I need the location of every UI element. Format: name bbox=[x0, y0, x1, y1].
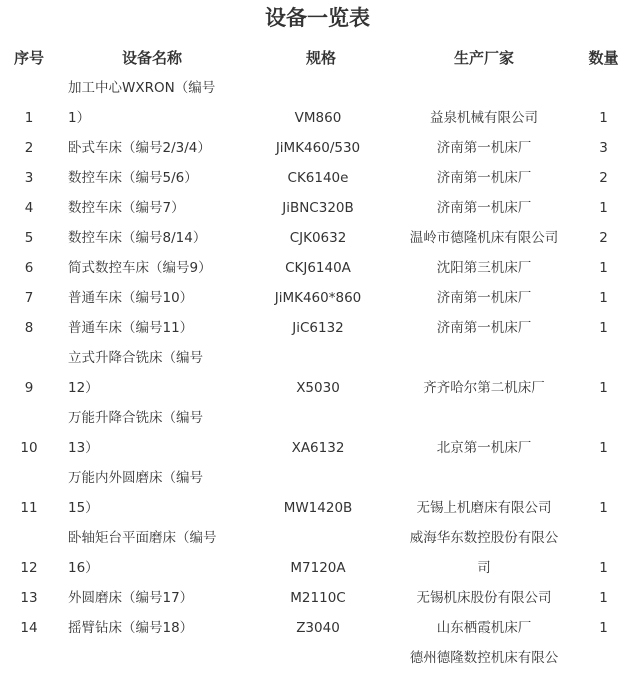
page-title: 设备一览表 bbox=[265, 6, 370, 30]
cell-name: 数控车床（编号8/14） bbox=[68, 230, 207, 246]
cell-spec: JiMK460/530 bbox=[275, 140, 361, 156]
table-row bbox=[0, 613, 635, 643]
cell-no: 4 bbox=[24, 200, 34, 216]
cell-spec bbox=[246, 403, 396, 433]
cell-qty: 1 bbox=[599, 440, 608, 456]
table-row bbox=[0, 463, 635, 493]
cell-qty: 1 bbox=[599, 560, 608, 576]
cell-no: 14 bbox=[20, 620, 38, 636]
cell-qty: 2 bbox=[599, 170, 608, 186]
cell-name: 卧轴矩台平面磨床（编号 bbox=[68, 530, 217, 546]
cell-qty: 1 bbox=[599, 320, 608, 336]
cell-no bbox=[0, 643, 58, 673]
table-row bbox=[0, 493, 635, 523]
table-row bbox=[0, 193, 635, 223]
cell-no: 11 bbox=[20, 500, 38, 516]
cell-no: 7 bbox=[24, 290, 34, 306]
cell-name: 15） bbox=[68, 500, 99, 516]
table-row bbox=[0, 373, 635, 403]
cell-manufacturer bbox=[396, 343, 572, 373]
cell-manufacturer: 齐齐哈尔第二机床厂 bbox=[423, 380, 545, 396]
table-row bbox=[0, 553, 635, 583]
header-qty: 数量 bbox=[588, 49, 619, 67]
cell-manufacturer: 济南第一机床厂 bbox=[436, 200, 532, 216]
table-row bbox=[0, 403, 635, 433]
cell-name: 1） bbox=[68, 110, 91, 126]
table-row bbox=[0, 103, 635, 133]
table-row bbox=[0, 283, 635, 313]
cell-spec: MW1420B bbox=[283, 500, 353, 516]
cell-name: 万能内外圆磨床（编号 bbox=[68, 470, 203, 486]
cell-manufacturer: 济南第一机床厂 bbox=[436, 140, 532, 156]
cell-manufacturer: 温岭市德隆机床有限公司 bbox=[409, 230, 559, 246]
header-manufacturer: 生产厂家 bbox=[453, 49, 514, 67]
cell-manufacturer: 无锡上机磨床有限公司 bbox=[416, 500, 552, 516]
cell-name: 16） bbox=[68, 560, 99, 576]
cell-manufacturer: 无锡机床股份有限公司 bbox=[416, 590, 552, 606]
table-row bbox=[0, 433, 635, 463]
cell-qty: 1 bbox=[599, 110, 608, 126]
cell-spec: XA6132 bbox=[291, 440, 345, 456]
cell-name: 立式升降合铣床（编号 bbox=[68, 350, 203, 366]
table-row bbox=[0, 223, 635, 253]
cell-spec bbox=[246, 73, 396, 103]
cell-name: 万能升降合铣床（编号 bbox=[68, 410, 203, 426]
cell-qty: 1 bbox=[599, 500, 608, 516]
cell-spec: X5030 bbox=[296, 380, 340, 396]
cell-qty: 3 bbox=[599, 140, 608, 156]
cell-qty bbox=[572, 403, 635, 433]
cell-name: 加工中心WXRON（编号 bbox=[68, 80, 216, 96]
cell-qty: 1 bbox=[599, 590, 608, 606]
cell-name: 数控车床（编号5/6） bbox=[68, 170, 198, 186]
cell-no: 3 bbox=[24, 170, 34, 186]
cell-name: 简式数控车床（编号9） bbox=[68, 260, 212, 276]
cell-spec: CJK0632 bbox=[289, 230, 347, 246]
cell-manufacturer: 威海华东数控股份有限公 bbox=[409, 530, 559, 546]
cell-manufacturer: 济南第一机床厂 bbox=[436, 170, 532, 186]
table-row bbox=[0, 133, 635, 163]
cell-no bbox=[0, 463, 58, 493]
cell-no bbox=[0, 403, 58, 433]
cell-no: 2 bbox=[24, 140, 34, 156]
cell-name: 普通车床（编号11） bbox=[68, 320, 194, 336]
table-row bbox=[0, 583, 635, 613]
table-row bbox=[0, 343, 635, 373]
cell-spec bbox=[246, 463, 396, 493]
cell-qty: 2 bbox=[599, 230, 608, 246]
cell-manufacturer: 德州德隆数控机床有限公 bbox=[409, 650, 559, 666]
header-spec: 规格 bbox=[305, 49, 336, 67]
cell-spec: M7120A bbox=[290, 560, 346, 576]
table-row bbox=[0, 643, 635, 673]
cell-qty: 1 bbox=[599, 200, 608, 216]
cell-manufacturer bbox=[396, 73, 572, 103]
cell-manufacturer: 济南第一机床厂 bbox=[436, 290, 532, 306]
cell-spec: JiBNC320B bbox=[282, 200, 354, 216]
cell-manufacturer: 山东栖霞机床厂 bbox=[436, 620, 532, 636]
cell-name bbox=[58, 643, 246, 673]
cell-name: 外圆磨床（编号17） bbox=[68, 590, 194, 606]
cell-qty: 1 bbox=[599, 260, 608, 276]
cell-no: 6 bbox=[24, 260, 34, 276]
table-row bbox=[0, 523, 635, 553]
cell-name: 摇臂钻床（编号18） bbox=[68, 620, 194, 636]
cell-spec bbox=[246, 643, 396, 673]
cell-manufacturer: 济南第一机床厂 bbox=[436, 320, 532, 336]
cell-no bbox=[0, 73, 58, 103]
cell-spec: JiMK460*860 bbox=[274, 290, 362, 306]
table-header-row bbox=[0, 43, 635, 73]
table-row bbox=[0, 73, 635, 103]
cell-qty: 1 bbox=[599, 620, 608, 636]
cell-qty bbox=[572, 643, 635, 673]
cell-manufacturer bbox=[396, 463, 572, 493]
cell-spec: CK6140e bbox=[287, 170, 349, 186]
cell-spec: VM860 bbox=[294, 110, 342, 126]
header-no: 序号 bbox=[13, 49, 44, 67]
cell-manufacturer: 沈阳第三机床厂 bbox=[436, 260, 532, 276]
cell-name: 数控车床（编号7） bbox=[68, 200, 185, 216]
cell-qty: 1 bbox=[599, 380, 608, 396]
cell-name: 13） bbox=[68, 440, 99, 456]
table-row bbox=[0, 163, 635, 193]
cell-qty bbox=[572, 343, 635, 373]
cell-spec bbox=[246, 523, 396, 553]
cell-manufacturer bbox=[396, 403, 572, 433]
cell-manufacturer: 北京第一机床厂 bbox=[436, 440, 532, 456]
cell-no bbox=[0, 343, 58, 373]
equipment-table bbox=[0, 43, 635, 673]
cell-manufacturer: 司 bbox=[477, 560, 491, 576]
cell-qty bbox=[572, 463, 635, 493]
cell-name: 卧式车床（编号2/3/4） bbox=[68, 140, 211, 156]
cell-no bbox=[0, 523, 58, 553]
cell-no: 9 bbox=[24, 380, 34, 396]
cell-no: 10 bbox=[20, 440, 38, 456]
cell-spec bbox=[246, 343, 396, 373]
header-name: 设备名称 bbox=[121, 49, 182, 67]
cell-qty bbox=[572, 523, 635, 553]
cell-no: 8 bbox=[24, 320, 34, 336]
cell-qty bbox=[572, 73, 635, 103]
cell-no: 5 bbox=[24, 230, 34, 246]
cell-name: 普通车床（编号10） bbox=[68, 290, 194, 306]
cell-manufacturer: 益泉机械有限公司 bbox=[430, 110, 538, 126]
table-row bbox=[0, 253, 635, 283]
cell-spec: CKJ6140A bbox=[285, 260, 351, 276]
cell-spec: JiC6132 bbox=[292, 320, 344, 336]
cell-spec: Z3040 bbox=[296, 620, 340, 636]
table-row bbox=[0, 313, 635, 343]
cell-no: 12 bbox=[20, 560, 38, 576]
cell-no: 13 bbox=[20, 590, 38, 606]
cell-spec: M2110C bbox=[290, 590, 346, 606]
cell-qty: 1 bbox=[599, 290, 608, 306]
cell-name: 12） bbox=[68, 380, 99, 396]
cell-no: 1 bbox=[24, 110, 34, 126]
